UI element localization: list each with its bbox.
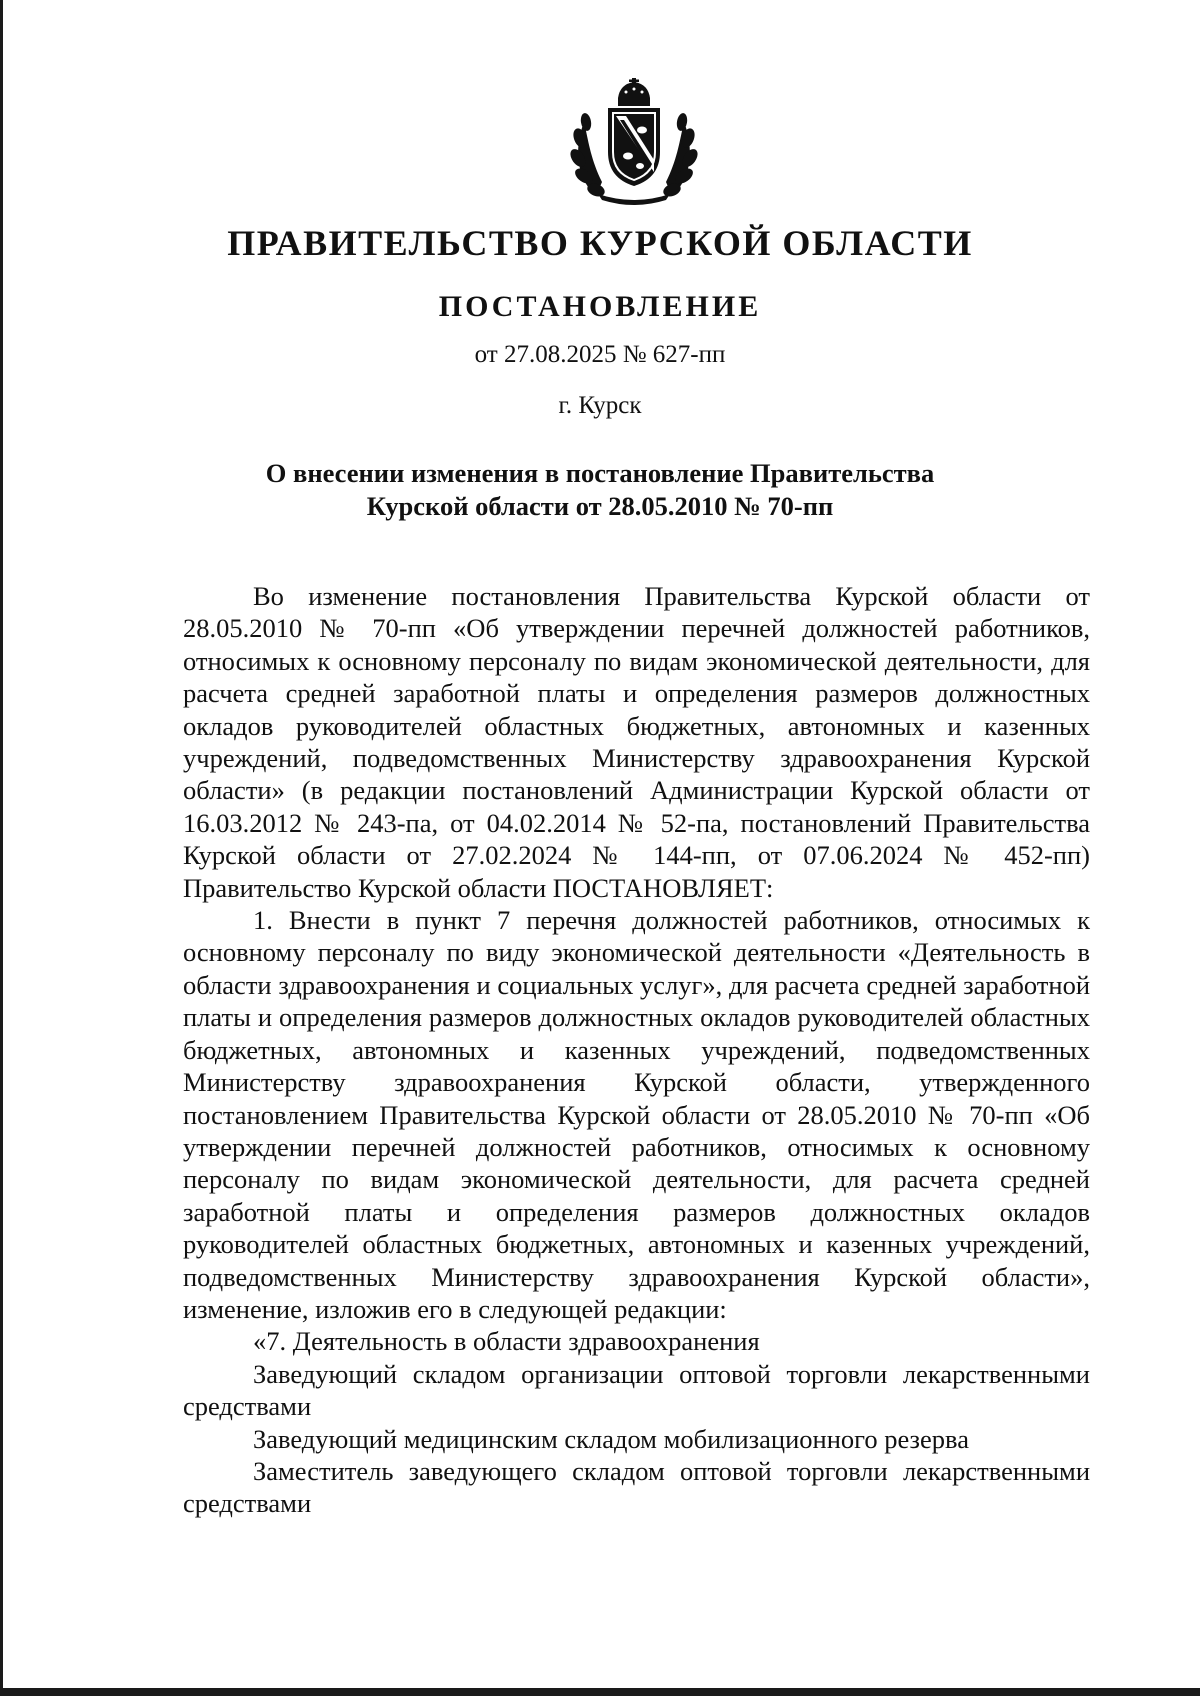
quote-heading: «7. Деятельность в области здравоохранения xyxy=(253,1326,760,1357)
scan-bottom-edge xyxy=(0,1688,1200,1696)
organization-title: ПРАВИТЕЛЬСТВО КУРСКОЙ ОБЛАСТИ xyxy=(227,223,973,263)
document-date-number: от 27.08.2025 № 627-пп xyxy=(474,341,726,368)
subject-line-2: Курской области от 28.05.2010 № 70-пп xyxy=(366,491,834,521)
document-city: г. Курск xyxy=(558,392,642,419)
document-body xyxy=(183,580,1090,1520)
document-type: ПОСТАНОВЛЕНИЕ xyxy=(438,290,762,323)
coat-of-arms-icon xyxy=(568,78,700,206)
document-subject xyxy=(0,457,1200,523)
position-item: Заведующий медицинским складом мобилизационного резерва xyxy=(253,1423,969,1454)
subject-line-1: О внесении изменения в постановление Правительства xyxy=(265,458,935,488)
preamble-paragraph: Во изменение постановления Правительства Курской области от 28.05.2010 № 70-пп «Об утверждении перечней должностей работников, относимых к основному персоналу по видам экономической деятельности, для расчета средней заработной платы и определения размеров должностных окладов руководителей областных бюджетных, автономных и казенных учреждений, подведомственных Министерству здравоохранения Курской области» (в редакции постановлений Администрации Курской области от 16.03.2012 № 243-па, от 04.02.2014 № 52-па, постановлений Правительства Курской области от 27.02.2024 № 144-пп, от 07.06.2024 № 452-пп) Правительство Курской области ПОСТАНОВЛЯЕТ: xyxy=(183,581,1090,903)
position-item: Заведующий складом организации оптовой торговли лекарственными средствами xyxy=(183,1358,1090,1422)
item-1-paragraph: 1. Внести в пункт 7 перечня должностей работников, относимых к основному персоналу по виду экономической деятельности «Деятельность в области здравоохранения и социальных услуг», для расчета средней заработной платы и определения размеров должностных окладов руководителей областных бюджетных, автономных и казенных учреждений, подведомственных Министерству здравоохранения Курской области, утвержденного постановлением Правительства Курской области от 28.05.2010 № 70-пп «Об утверждении перечней должностей работников, относимых к основному персоналу по видам экономической деятельности, для расчета средней заработной платы и определения размеров должностных окладов руководителей областных бюджетных, автономных и казенных учреждений, подведомственных Министерству здравоохранения Курской области», изменение, изложив его в следующей редакции: xyxy=(183,905,1090,1324)
position-item: Заместитель заведующего складом оптовой торговли лекарственными средствами xyxy=(183,1455,1090,1519)
